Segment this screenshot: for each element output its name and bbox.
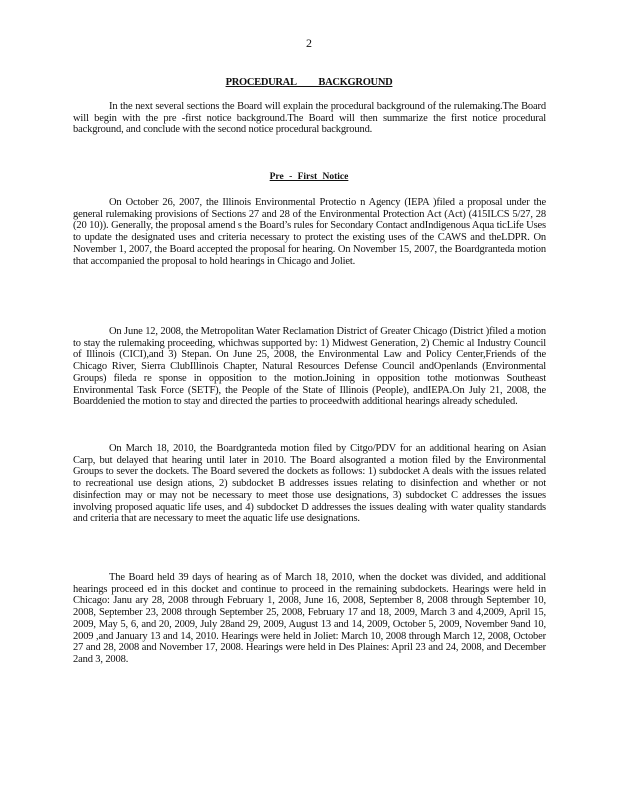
- march-2010-paragraph: On March 18, 2010, the Boardgranteda motion filed by Citgo/PDV for an additional hearing on Asian Carp, but delayed that hearing until later in 2010. The Board alsogranted a motion filed by the Environmental Groups to sever the dockets. The Board severed the dockets as follows: 1) subdocket A deals with the issues related to recreational use design ations, 2) subdocket B addresses issues relating to disinfection and whether or not disinfection may or may not be necessary to meet those use designations, 3) subdocket C addresses the issues involving proposed aquatic life uses, and 4) subdocket D addresses the issues dealing with water quality standards and criteria that are necessary to meet the aquatic life use designations.: [73, 443, 546, 525]
- procedural-background-heading: PROCEDURAL BACKGROUND: [225, 77, 393, 88]
- june-2008-paragraph: On June 12, 2008, the Metropolitan Water Reclamation District of Greater Chicago (District )filed a motion to stay the rulemaking proceeding, whichwas supported by: 1) Midwest Generation, 2) Chemic al Industry Council of Illinois (CICI),and 3) Stepan. On June 25, 2008, the Environmental Law and Policy Center,Friends of the Chicago River, Sierra ClubIllinois Chapter, Natural Resources Defense Council andOpenlands (Environmental Groups) fileda re sponse in opposition to the motion.Joining in opposition tothe motionwas Southeast Environmental Task Force (SETF), the People of the State of Illinois (People), andIEPA.On July 21, 2008, the Boarddenied the motion to stay and directed the parties to proceedwith additional hearings already scheduled.: [73, 326, 546, 408]
- pre-first-notice-heading: Pre - First Notice: [269, 172, 349, 182]
- october-2007-paragraph: On October 26, 2007, the Illinois Environmental Protectio n Agency (IEPA )filed a proposal under the general rulemaking provisions of Sections 27 and 28 of the Environmental Protection Act (Act) (415ILCS 5/27, 28 (20 10)). Generally, the proposal amend s the Board’s rules for Secondary Contact andIndigenous Aqua ticLife Uses to update the designated uses and criteria necessary to protect the existing uses of the CAWS and theLDPR. On November 1, 2007, the Board accepted the proposal for hearing. On November 15, 2007, the Boardgranteda motion that accompanied the proposal to hold hearings in Chicago and Joliet.: [73, 197, 546, 267]
- page-number: 2: [306, 36, 312, 50]
- intro-paragraph: In the next several sections the Board will explain the procedural background of the rulemaking.The Board will begin with the pre -first notice background.The Board will then summarize the first notice procedural background, and conclude with the second notice procedural background.: [73, 101, 546, 136]
- hearings-paragraph: The Board held 39 days of hearing as of March 18, 2010, when the docket was divided, and additional hearings proceed ed in this docket and continue to proceed in the remaining subdockets. Hearings were held in Chicago: Janu ary 28, 2008 through February 1, 2008, June 16, 2008, September 8, 2008 through September 10, 2008, September 23, 2008 through September 25, 2008, February 17 and 18, 2009, March 3 and 4,2009, April 15, 2009, May 5, 6, and 20, 2009, July 28and 29, 2009, August 13 and 14, 2009, October 5, 2009, November 9and 10, 2009 ,and January 13 and 14, 2010. Hearings were held in Joliet: March 10, 2008 through March 12, 2008, October 27 and 28, 2008 and November 17, 2008. Hearings were held in Des Plaines: April 23 and 24, 2008, and December 2and 3, 2008.: [73, 572, 546, 665]
